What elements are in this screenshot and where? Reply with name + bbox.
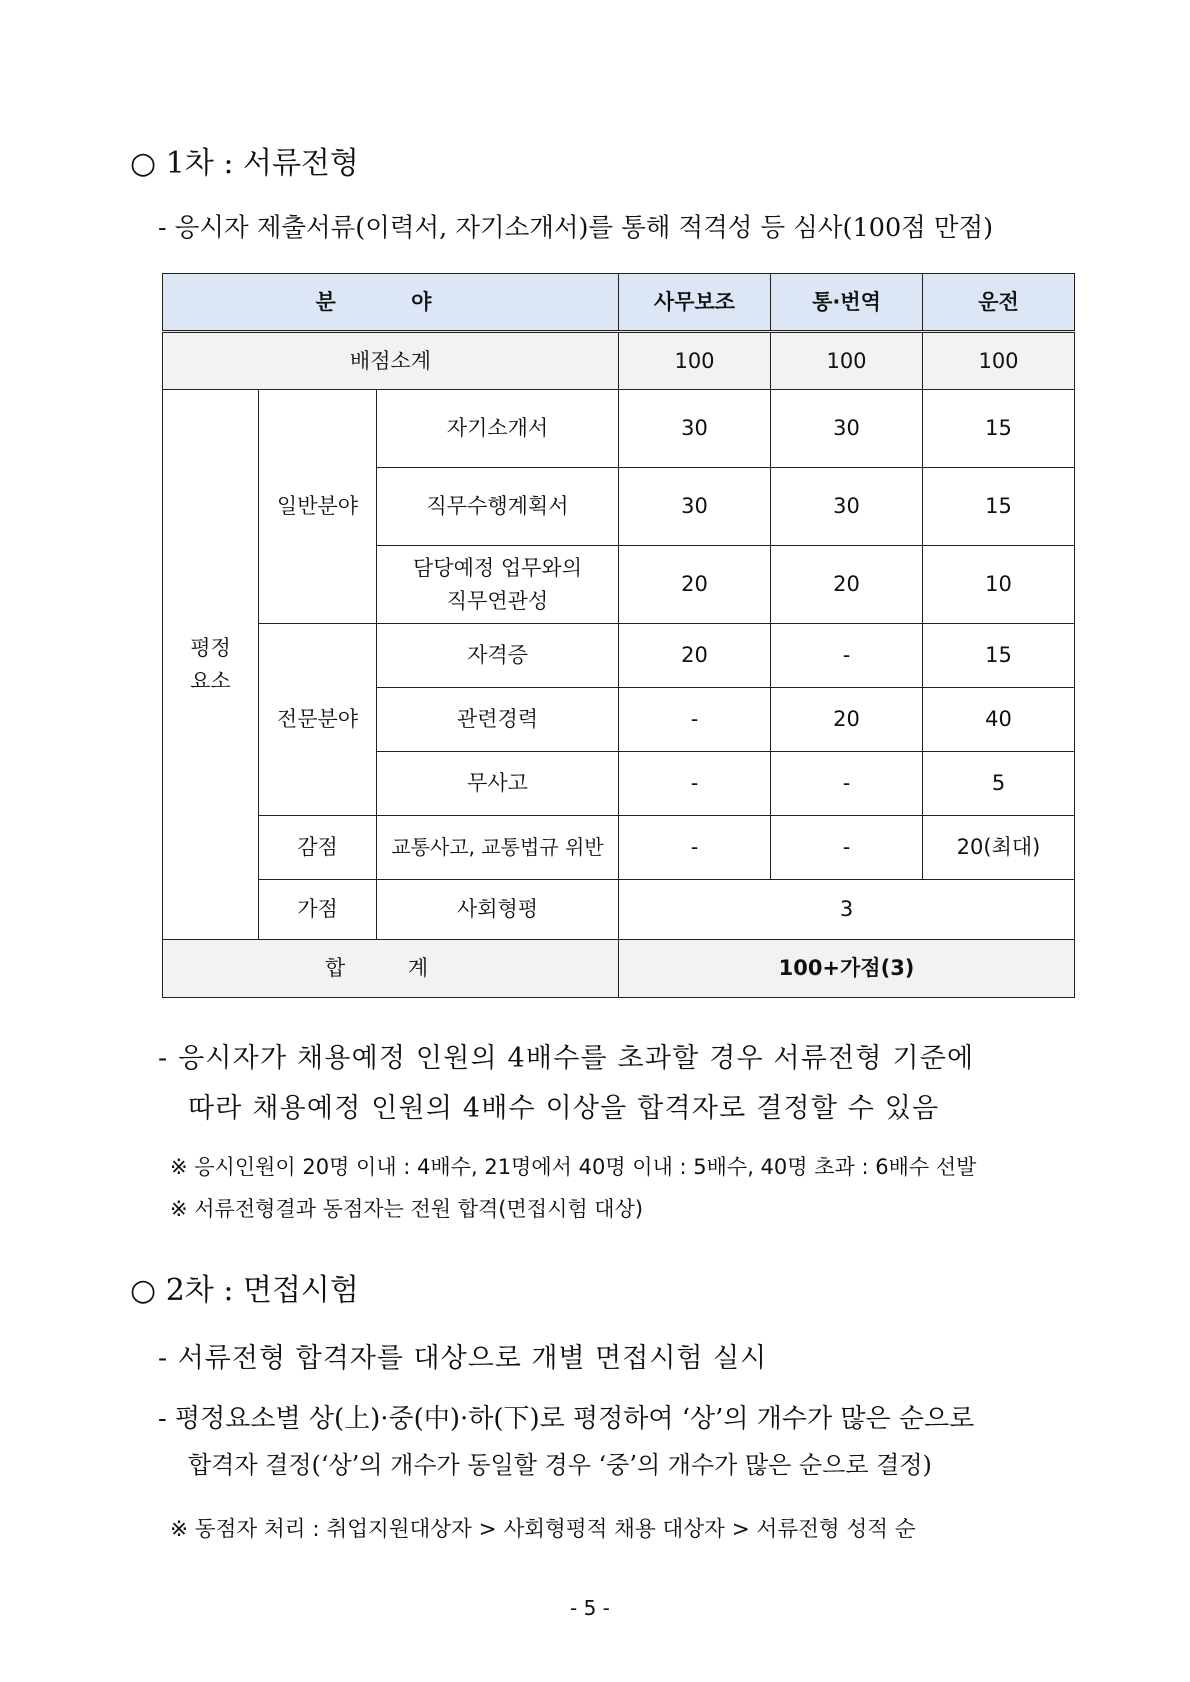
deduction-label: 감점	[259, 816, 377, 880]
cell-value: 5	[923, 752, 1075, 816]
section1-heading: ○ 1차 : 서류전형	[130, 146, 359, 181]
table-row	[163, 390, 1075, 468]
section2-heading: ○ 2차 : 면접시험	[130, 1273, 359, 1308]
item-label: 자기소개서	[377, 390, 619, 468]
section2-bullet2-line1: - 평정요소별 상(上)·중(中)·하(下)로 평정하여 ‘상’의 개수가 많은 순으로	[158, 1404, 975, 1434]
cell-value: 10	[923, 546, 1075, 624]
group-label	[163, 390, 259, 940]
cell-value: -	[619, 816, 771, 880]
cell-value: 15	[923, 468, 1075, 546]
note-tiebreak: ※ 동점자 처리 : 취업지원대상자 > 사회형평적 채용 대상자 > 서류전형 성적 순	[170, 1517, 916, 1542]
header-field: 분 야	[163, 274, 619, 332]
bullet-4x-line1: - 응시자가 채용예정 인원의 4배수를 초과할 경우 서류전형 기준에	[158, 1043, 975, 1074]
cell-value: -	[619, 688, 771, 752]
cell-value: -	[771, 816, 923, 880]
cell-value: 20	[619, 546, 771, 624]
item-label: 교통사고, 교통법규 위반	[377, 816, 619, 880]
item-label	[377, 546, 619, 624]
item-label: 사회형평	[377, 880, 619, 940]
table-header-row	[163, 274, 1075, 332]
cell-value: 100	[619, 332, 771, 390]
header-translation: 통·번역	[771, 274, 923, 332]
cell-value: 20	[619, 624, 771, 688]
note-applicants: ※ 응시인원이 20명 이내 : 4배수, 21명에서 40명 이내 : 5배수, 40명 초과 : 6배수 선발	[170, 1155, 977, 1179]
cell-value: 20(최대)	[923, 816, 1075, 880]
total-label: 합 계	[163, 940, 619, 998]
score-table	[162, 273, 1075, 998]
total-value: 100+가점(3)	[619, 940, 1075, 998]
item-label: 자격증	[377, 624, 619, 688]
item-label: 직무수행계획서	[377, 468, 619, 546]
item-label: 관련경력	[377, 688, 619, 752]
cell-value: 20	[771, 546, 923, 624]
group-label-line2: 요소	[190, 668, 231, 693]
table-row	[163, 816, 1075, 880]
table-row	[163, 940, 1075, 998]
item-label-line2: 직무연관성	[446, 588, 549, 613]
section2-bullet1: - 서류전형 합격자를 대상으로 개별 면접시험 실시	[158, 1343, 768, 1374]
note-tie: ※ 서류전형결과 동점자는 전원 합격(면접시험 대상)	[170, 1197, 644, 1221]
table-row	[163, 332, 1075, 390]
item-label: 무사고	[377, 752, 619, 816]
cell-value: 30	[619, 468, 771, 546]
page-number: - 5 -	[570, 1596, 610, 1620]
bullet-4x-line2: 따라 채용예정 인원의 4배수 이상을 합격자로 결정할 수 있음	[188, 1093, 940, 1124]
group-label-line1: 평정	[190, 635, 231, 660]
cell-value: 30	[771, 390, 923, 468]
general-label: 일반분야	[259, 390, 377, 624]
table-row	[163, 624, 1075, 688]
cell-value: 100	[923, 332, 1075, 390]
cell-value: -	[771, 752, 923, 816]
header-driving: 운전	[923, 274, 1075, 332]
cell-value: 15	[923, 390, 1075, 468]
specialized-label: 전문분야	[259, 624, 377, 816]
item-label-line1: 담당예정 업무와의	[413, 555, 582, 580]
cell-value: 20	[771, 688, 923, 752]
cell-value: 40	[923, 688, 1075, 752]
cell-value: -	[771, 624, 923, 688]
section2-bullet2-line2: 합격자 결정(‘상’의 개수가 동일할 경우 ‘중’의 개수가 많은 순으로 결정)	[188, 1451, 932, 1479]
bonus-label: 가점	[259, 880, 377, 940]
cell-value: 30	[771, 468, 923, 546]
subtotal-label: 배점소계	[163, 332, 619, 390]
cell-value: -	[619, 752, 771, 816]
section1-bullet: - 응시자 제출서류(이력서, 자기소개서)를 통해 적격성 등 심사(100점 만점)	[158, 213, 994, 243]
cell-value: 15	[923, 624, 1075, 688]
header-office-assistant: 사무보조	[619, 274, 771, 332]
table-row	[163, 880, 1075, 940]
cell-value: 100	[771, 332, 923, 390]
cell-value: 3	[619, 880, 1075, 940]
cell-value: 30	[619, 390, 771, 468]
